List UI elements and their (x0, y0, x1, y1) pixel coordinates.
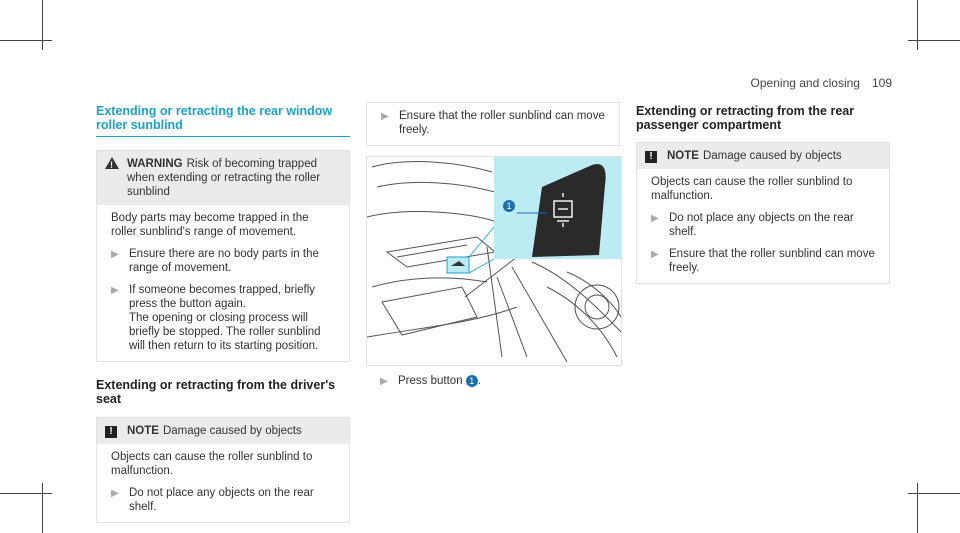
step-text: If someone becomes trapped, briefly press the button again. (129, 284, 316, 310)
list-item: ▶ Press button 1 . (380, 375, 481, 387)
note-icon: ! (105, 424, 127, 438)
note-box (636, 142, 890, 284)
crop-mark (42, 0, 43, 50)
arrow-icon: ▶ (381, 111, 389, 122)
arrow-icon: ▶ (380, 376, 388, 387)
arrow-icon: ▶ (651, 213, 659, 224)
warning-header (97, 151, 349, 205)
section-title: Extending or retracting the rear window roller sunblind (96, 104, 350, 137)
warning-icon: ! (105, 157, 127, 199)
note-label: NOTE (667, 150, 699, 162)
callout-number: 1 (503, 200, 515, 212)
warning-body (97, 205, 349, 361)
note-box (96, 417, 350, 523)
list-item (651, 211, 875, 239)
callout-reference: 1 (466, 375, 478, 387)
door-panel-illustration (366, 156, 622, 366)
note-icon: ! (645, 149, 667, 163)
arrow-icon: ▶ (111, 285, 119, 296)
step-result: The opening or closing process will briefly be stopped. The roller sunblind will then return to its starting position. (129, 312, 321, 352)
list-item (381, 109, 605, 137)
arrow-icon: ▶ (111, 488, 119, 499)
crop-mark (0, 40, 52, 41)
instruction-box (366, 102, 620, 146)
warning-text: Risk of becoming trapped when extending or retracting the roller sunblind (127, 158, 321, 198)
note-body (637, 169, 889, 283)
crop-mark (908, 40, 960, 41)
note-text: Damage caused by objects (162, 425, 302, 437)
list-item (111, 486, 335, 514)
note-description: Objects can cause the roller sunblind to malfunction. (651, 176, 853, 202)
section-title: Extending or retracting from the rear passenger compartment (636, 104, 855, 132)
step-text: Do not place any objects on the rear shelf. (129, 487, 314, 513)
note-label: NOTE (127, 425, 159, 437)
column-3 (636, 104, 890, 284)
running-header (751, 76, 892, 90)
step-text: Ensure that the roller sunblind can move freely. (669, 248, 875, 274)
callout-marker (503, 197, 515, 215)
crop-mark (42, 483, 43, 533)
warning-label: WARNING (127, 158, 183, 170)
step-text: Do not place any objects on the rear shelf. (669, 212, 854, 238)
arrow-icon: ▶ (651, 249, 659, 260)
warning-description: Body parts may become trapped in the roller sunblind's range of movement. (111, 212, 309, 238)
list-item (111, 283, 335, 353)
crop-mark (0, 493, 52, 494)
arrow-icon: ▶ (111, 249, 119, 260)
crop-mark (917, 0, 918, 50)
list-item (111, 247, 335, 275)
subsection-title: Extending or retracting from the driver's seat (96, 378, 336, 406)
note-body (97, 444, 349, 522)
list-item (651, 247, 875, 275)
crop-mark (917, 483, 918, 533)
page-number: 109 (871, 76, 892, 90)
note-header (97, 418, 349, 444)
crop-mark (908, 493, 960, 494)
warning-box (96, 150, 350, 362)
note-text: Damage caused by objects (702, 150, 842, 162)
column-1 (96, 104, 350, 523)
note-description: Objects can cause the roller sunblind to malfunction. (111, 451, 313, 477)
note-header (637, 143, 889, 169)
step-text: Ensure that the roller sunblind can move freely. (399, 110, 605, 136)
column-2 (366, 102, 620, 389)
step-text: Ensure there are no body parts in the range of movement. (129, 248, 319, 274)
step-text: Press button (398, 375, 463, 387)
section-name: Opening and closing (750, 76, 860, 90)
